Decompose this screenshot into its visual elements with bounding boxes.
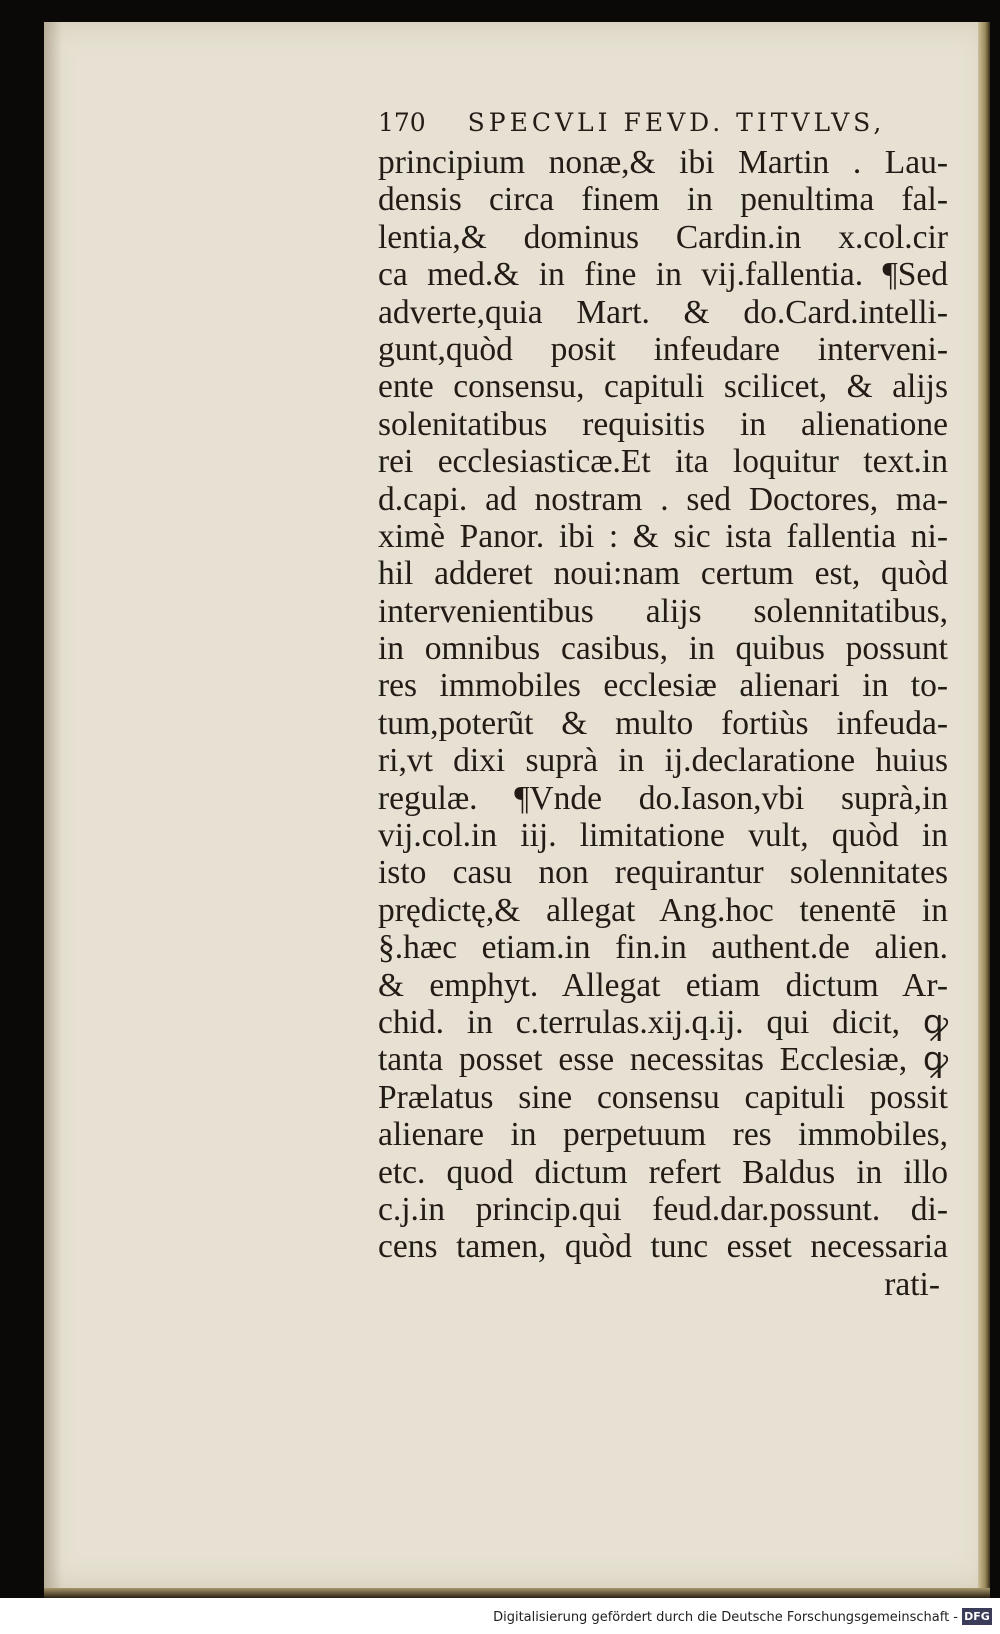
text-line: chid. in c.terrulas.xij.q.ij. qui dicit, ꝙ	[378, 1003, 948, 1041]
text-line: §.hæc etiam.in fin.in authent.de alien.	[378, 929, 948, 967]
text-line: prędictę,& allegat Ang.hoc tenentē in	[378, 891, 948, 929]
text-line: ente consensu, capituli scilicet, & alijs	[378, 368, 948, 406]
text-line: Prælatus sine consensu capituli possit	[378, 1078, 948, 1116]
text-line: rati-	[884, 1265, 940, 1303]
text-line: in omnibus casibus, in quibus possunt	[378, 630, 948, 668]
text-line: cens tamen, quòd tunc esset necessaria	[378, 1228, 948, 1266]
text-line: tanta posset esse necessitas Ecclesiæ, ꝙ	[378, 1041, 948, 1079]
digitization-footer	[0, 1598, 1000, 1634]
text-line: isto casu non requirantur solennitates	[378, 854, 948, 892]
text-line: vij.col.in iij. limitatione vult, quòd in	[378, 817, 948, 855]
text-line: etc. quod dictum refert Baldus in illo	[378, 1153, 948, 1191]
text-line: tum,poterũt & multo fortiùs infeuda-	[378, 704, 948, 742]
dfg-logo: DFG	[962, 1608, 992, 1625]
text-line: solenitatibus requisitis in alienatione	[378, 405, 948, 443]
text-line: lentia,& dominus Cardin.in x.col.cir	[378, 218, 948, 256]
text-line: c.j.in princip.qui feud.dar.possunt. di-	[378, 1190, 948, 1228]
text-line: hil adderet noui:nam certum est, quòd	[378, 555, 948, 593]
funding-notice: Digitalisierung gefördert durch die Deutsche Forschungsgemeinschaft -	[493, 1610, 958, 1625]
text-line: rei ecclesiasticæ.Et ita loquitur text.in	[378, 443, 948, 481]
page-bottom-edge	[44, 1588, 990, 1598]
text-line: & emphyt. Allegat etiam dictum Ar-	[378, 966, 948, 1004]
text-line: alienare in perpetuum res immobiles,	[378, 1116, 948, 1154]
text-line: res immobiles ecclesiæ alienari in to-	[378, 667, 948, 705]
text-line: ri,vt dixi suprà in ij.declaratione huius	[378, 742, 948, 780]
running-title: SPECVLI FEVD. TITVLVS,	[467, 108, 886, 137]
text-line: gunt,quòd posit infeudare interveni-	[378, 330, 948, 368]
text-line: intervenientibus alijs solennitatibus,	[378, 592, 948, 630]
text-line: principium nonæ,& ibi Martin . Lau-	[378, 144, 948, 181]
text-line: adverte,quia Mart. & do.Card.intelli-	[378, 293, 948, 331]
page-fore-edge	[978, 22, 990, 1588]
text-line: ximè Panor. ibi : & sic ista fallentia ni-	[378, 517, 948, 555]
text-line: ca med.& in fine in vij.fallentia. ¶Sed	[378, 256, 948, 294]
text-line: densis circa finem in penultima fal-	[378, 181, 948, 219]
body-text	[378, 144, 948, 1303]
page-number: 170	[378, 108, 426, 137]
text-line: regulæ. ¶Vnde do.Iason,vbi suprà,in	[378, 779, 948, 817]
text-line: d.capi. ad nostram . sed Doctores, ma-	[378, 480, 948, 518]
running-head	[378, 108, 918, 148]
